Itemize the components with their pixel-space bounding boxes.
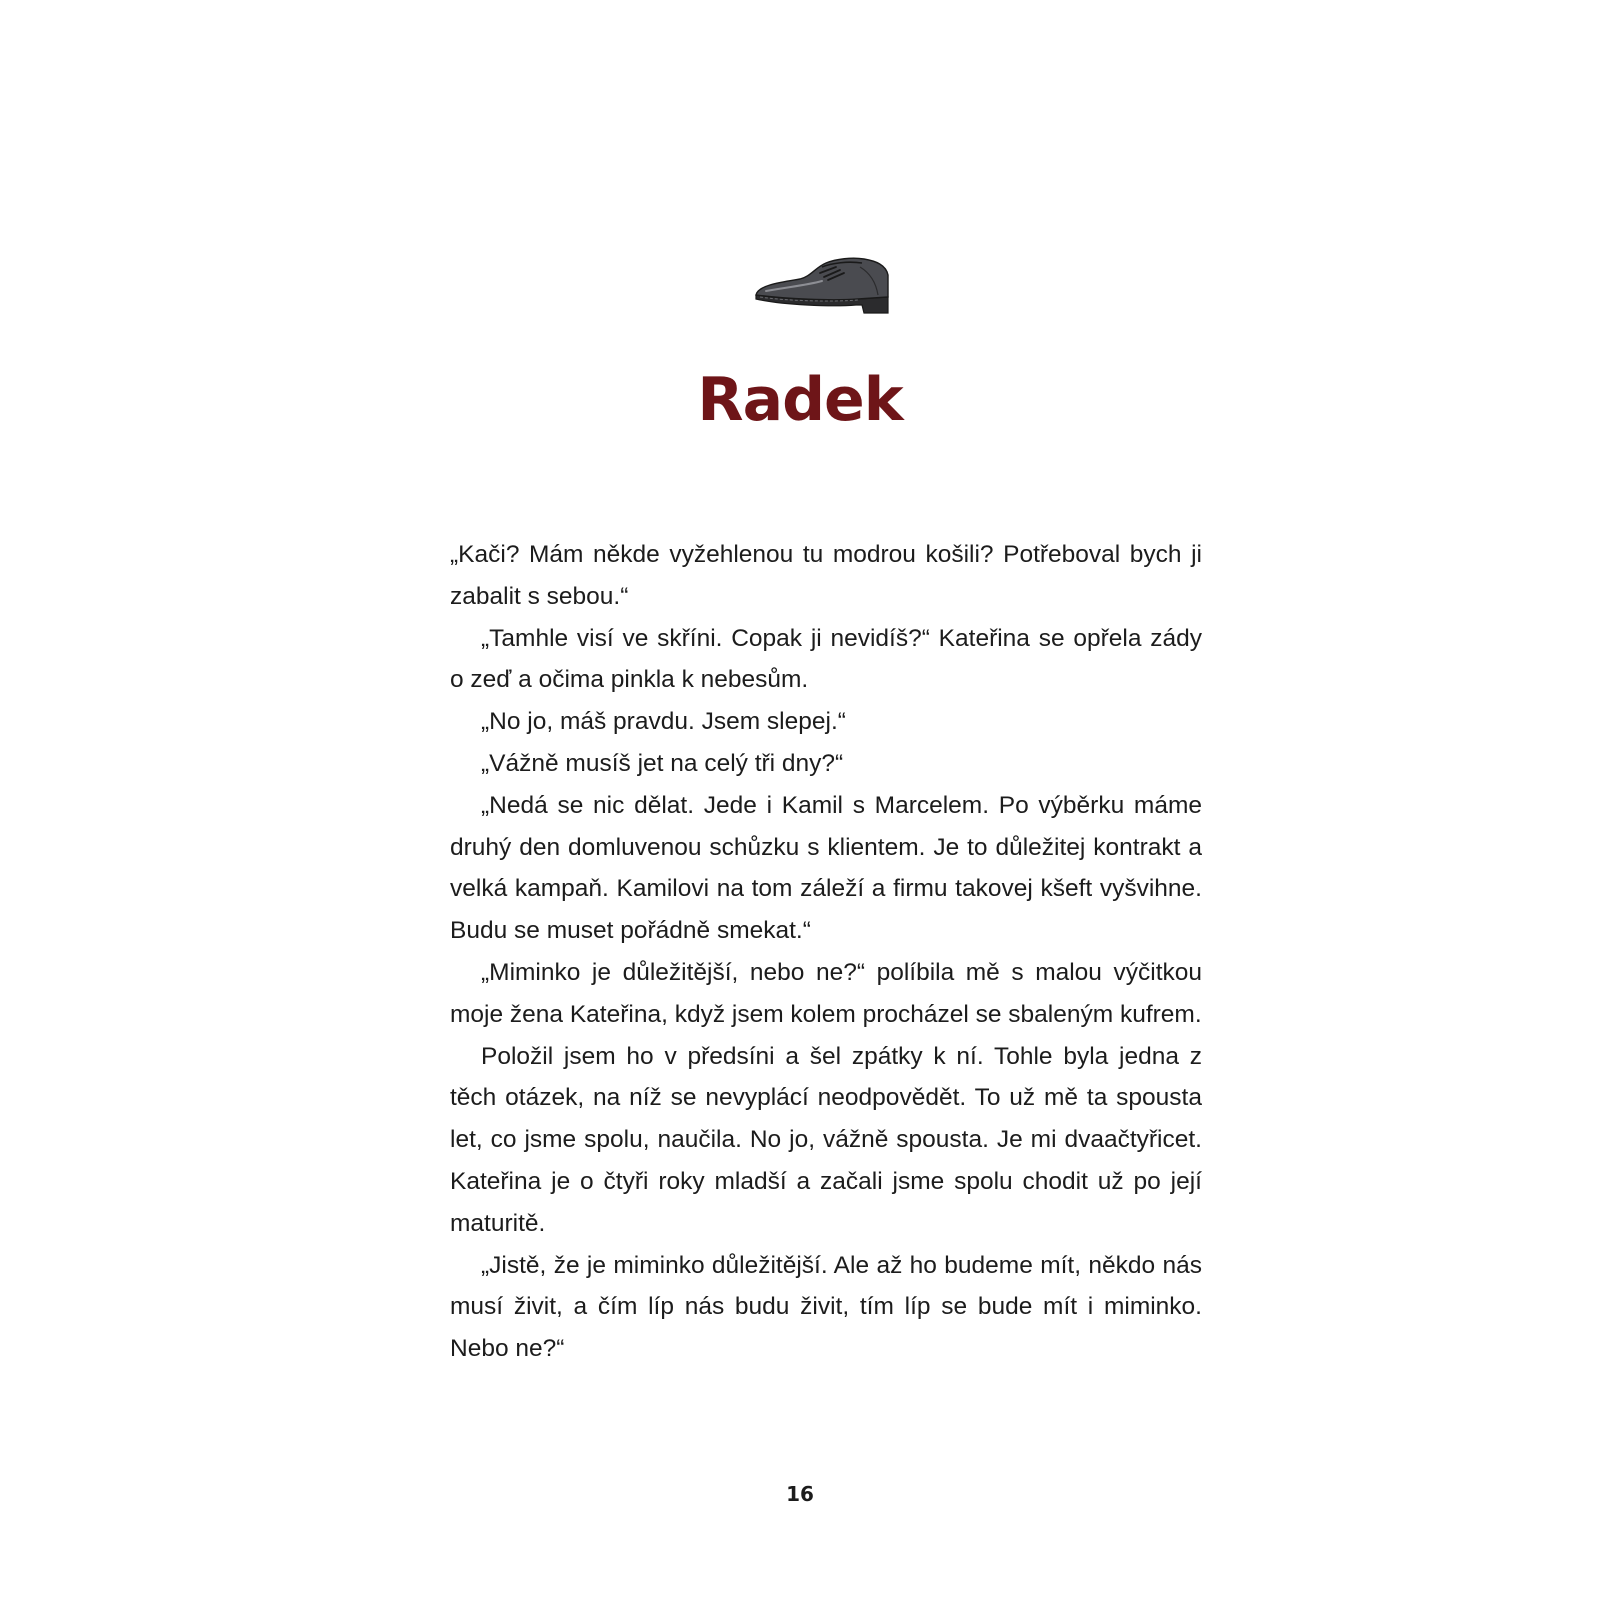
paragraph: „Miminko je důležitější, nebo ne?“ políbila mě s malou výčitkou moje žena Kateřina, když jsem kolem procházel se sbaleným kufrem. xyxy=(450,958,1202,1028)
page-number: 16 xyxy=(786,1482,814,1506)
chapter-title: Radek xyxy=(697,365,903,435)
paragraph: „No jo, máš pravdu. Jsem slepej.“ xyxy=(481,708,846,736)
paragraph: „Kači? Mám někde vyžehlenou tu modrou košili? Potřeboval bych ji zabalit s sebou.“ xyxy=(450,541,1202,610)
paragraph: Položil jsem ho v předsíni a šel zpátky k ní. Tohle byla jedna z těch otázek, na níž se nevyplácí neodpovědět. To už mě ta spousta let, co jsme spolu, naučila. No jo, vážně spousta. Je mi dvaačtyřicet. Kateřina je o čtyři roky mladší a začali jsme spolu chodit už po její maturitě. xyxy=(450,1042,1202,1237)
paragraph: „Tamhle visí ve skříni. Copak ji nevidíš?“ Kateřina se opřela zády o zeď a očima pinkla k nebesům. xyxy=(450,624,1202,694)
dress-shoe-icon xyxy=(752,255,892,317)
chapter-body xyxy=(450,534,1202,1370)
paragraph: „Jistě, že je miminko důležitější. Ale až ho budeme mít, někdo nás musí živit, a čím líp nás budu živit, tím líp se bude mít i miminko. Nebo ne?“ xyxy=(450,1251,1202,1363)
paragraph: „Nedá se nic dělat. Jede i Kamil s Marcelem. Po výběrku máme druhý den domluvenou schůzku s klientem. Je to důležitej kontrakt a velká kampaň. Kamilovi na tom záleží a firmu takovej kšeft vyšvihne. Budu se muset pořádně smekat.“ xyxy=(450,791,1202,945)
paragraph: „Vážně musíš jet na celý tři dny?“ xyxy=(481,749,844,777)
